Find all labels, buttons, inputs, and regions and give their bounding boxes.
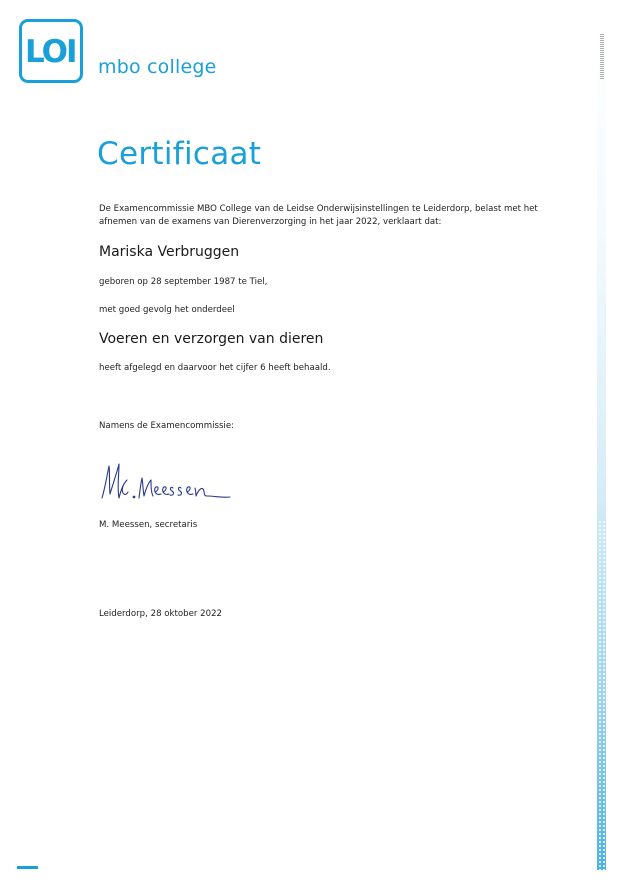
place-date: Leiderdorp, 28 oktober 2022 (99, 609, 223, 619)
recipient-name: Mariska Verbruggen (99, 244, 240, 260)
signer-name: M. Meessen, secretaris (99, 520, 198, 530)
certificate-title: Certificaat (97, 136, 262, 172)
bottom-accent-bar (17, 866, 38, 869)
intro-paragraph: De Examencommissie MBO College van de Leidse Onderwijsinstellingen te Leiderdorp, belast met het afnemen van de examens van Dierenverzorging in het jaar 2022, verklaart dat: (99, 204, 538, 227)
side-security-code (600, 34, 604, 80)
loi-logo (19, 19, 83, 83)
subject-title: Voeren en verzorgen van dieren (99, 331, 324, 347)
signature-image (97, 458, 237, 506)
side-dot-pattern (598, 520, 605, 870)
result-line: met goed gevolg het onderdeel (99, 305, 235, 315)
grade-line: heeft afgelegd en daarvoor het cijfer 6 heeft behaald. (99, 363, 331, 373)
on-behalf-line: Namens de Examencommissie: (99, 421, 235, 431)
birth-line: geboren op 28 september 1987 te Tiel, (99, 277, 268, 287)
logo-tagline: mbo college (98, 56, 217, 78)
logo-mark: LOI (25, 34, 76, 70)
